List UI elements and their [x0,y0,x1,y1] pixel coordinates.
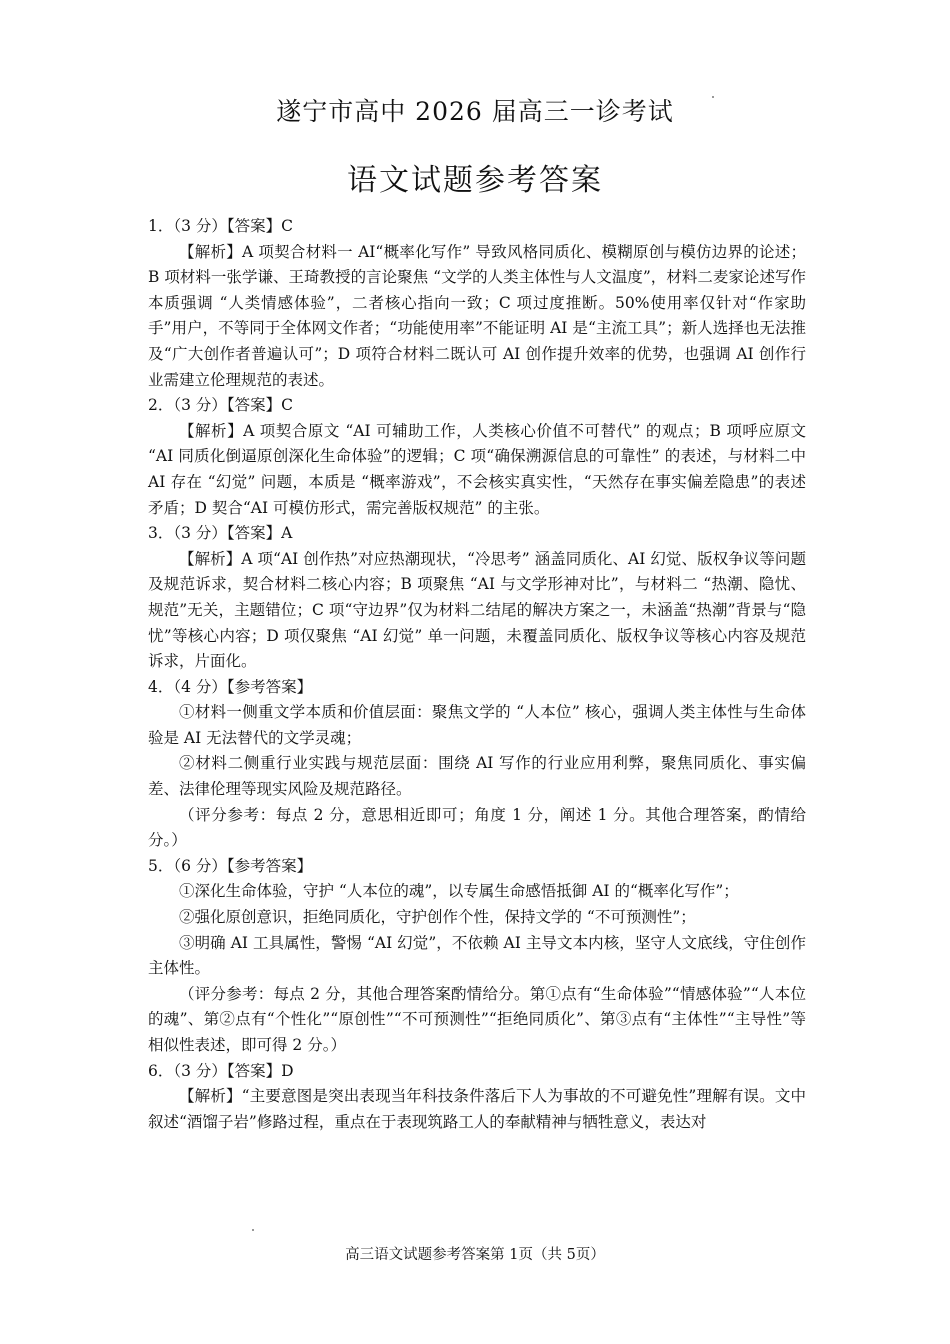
question-6-analysis: 【解析】“主要意图是突出表现当年科技条件落后下人为事故的不可避免性”理解有误。文中叙述“酒馏子岩”修路过程，重点在于表现筑路工人的奉献精神与牺牲意义，表达对 [148,1087,806,1131]
page-footer: 高三语文试题参考答案第 1页（共 5页） [345,1247,605,1263]
question-2-analysis: 【解析】A 项契合原文 “AI 可辅助工作，人类核心价值不可替代” 的观点；B 项呼应原文 “AI 同质化倒逼原创深化生命体验”的逻辑；C 项“确保溯源信息的可靠性” 的表述，与材料二中 AI 存在 “幻觉” 问题，本质是 “概率游戏”，不会核实真实性，“天然存在事实偏差隐患”的表述矛盾；D 契合“AI 可模仿形式，需完善版权规范” 的主张。 [148,421,806,517]
question-5-scoring: （评分参考：每点 2 分，其他合理答案酌情给分。第①点有“生命体验”“情感体验”“人本位的魂”、第②点有“个性化”“原创性”“不可预测性”“拒绝同质化”、第③点有“主体性”“主导性”等相似性表述，即可得 2 分。） [148,984,807,1054]
question-4-point-2: ②材料二侧重行业实践与规范层面：围绕 AI 写作的行业应用利弊，聚焦同质化、事实偏差、法律伦理等现实风险及规范路径。 [148,754,806,799]
answer-content [148,214,806,1135]
question-1-analysis: 【解析】A 项契合材料一 AI“概率化写作” 导致风格同质化、模糊原创与模仿边界的论述；B 项材料一张学谦、王琦教授的言论聚焦 “文学的人类主体性与人文温度”，材料二麦家论述写作本质强调 “人类情感体验”，二者核心指向一致；C 项过度推断。50%使用率仅针对“作家助手”用户，不等同于全体网文作者；“功能使用率”不能证明 AI 是“主流工具”；新人选择也无法推及“广大创作者普遍认可”；D 项符合材料二既认可 AI 创作提升效率的优势，也强调 AI 创作行业需建立伦理规范的表述。 [148,242,806,389]
question-3-heading: 3．（3 分）【答案】A [148,524,293,543]
question-6-heading: 6．（3 分）【答案】D [148,1061,294,1080]
question-1-heading: 1．（3 分）【答案】C [148,217,294,235]
question-2-heading: 2．（3 分）【答案】C [148,396,294,415]
question-5-heading: 5．（6 分）【参考答案】 [148,856,313,875]
document-subtitle: 语文试题参考答案 [347,163,603,198]
exam-title: 遂宁市高中 2026 届高三一诊考试 [276,97,674,126]
question-5-point-1: ①深化生命体验，守护 “人本位的魂”，以专属生命感悟抵御 AI 的“概率化写作”； [179,882,739,901]
question-5-point-3: ③明确 AI 工具属性，警惕 “AI 幻觉”，不依赖 AI 主导文本内核，坚守人文底线，守住创作主体性。 [148,933,806,978]
question-5-point-2: ②强化原创意识，拒绝同质化，守护创作个性，保持文学的 “不可预测性”； [179,908,696,927]
scan-speck [252,1229,254,1231]
question-4-scoring: （评分参考：每点 2 分，意思相近即可；角度 1 分，阐述 1 分。其他合理答案，酌情给分。） [148,805,806,850]
question-4-point-1: ①材料一侧重文学本质和价值层面：聚焦文学的 “人本位” 核心，强调人类主体性与生命体验是 AI 无法替代的文学灵魂； [148,703,806,747]
question-3-analysis: 【解析】A 项“AI 创作热”对应热潮现状，“冷思考” 涵盖同质化、AI 幻觉、版权争议等问题及规范诉求，契合材料二核心内容；B 项聚焦 “AI 与文学形神对比”，与材料二 “热潮、隐忧、规范”无关，主题错位；C 项“守边界”仅为材料二结尾的解决方案之一，未涵盖“热潮”背景与“隐忧”等核心内容；D 项仅聚焦 “AI 幻觉” 单一问题，未覆盖同质化、版权争议等核心内容及规范诉求，片面化。 [148,549,806,671]
question-4-heading: 4．（4 分）【参考答案】 [148,677,313,696]
